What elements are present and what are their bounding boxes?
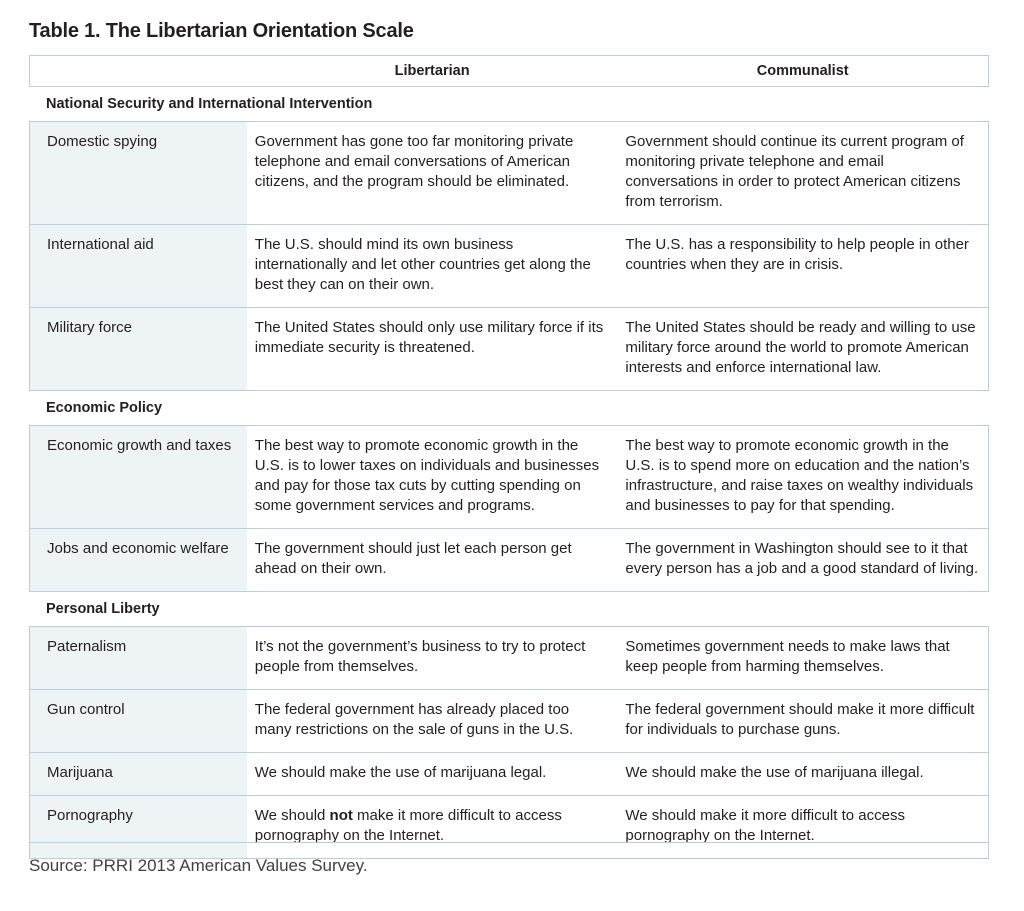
table-row — [30, 795, 988, 858]
section-title: Economic Policy — [46, 400, 163, 416]
table-row — [30, 528, 988, 591]
table-row — [30, 752, 988, 795]
libertarian-cell: It’s not the government’s business to try to protect people from themselves. — [254, 638, 586, 675]
row-label: Military force — [30, 308, 247, 390]
row-label: Marijuana — [30, 753, 247, 795]
libertarian-cell: The government should just let each person get ahead on their own. — [254, 540, 572, 577]
row-label: International aid — [30, 225, 247, 307]
header-communalist: Communalist — [756, 63, 849, 79]
table-row — [30, 224, 988, 307]
communalist-cell: Sometimes government needs to make laws that keep people from harming themselves. — [625, 638, 950, 675]
communalist-cell: We should make the use of marijuana illegal. — [625, 764, 924, 781]
libertarian-cell: Government has gone too far monitoring private telephone and email conversations of American citizens, and the program should be eliminated. — [254, 133, 574, 190]
table-row — [30, 426, 988, 528]
libertarian-cell: The best way to promote economic growth in the U.S. is to lower taxes on individuals and businesses and pay for those tax cuts by cutting spending on some government services and programs. — [254, 437, 600, 514]
communalist-cell: The federal government should make it more difficult for individuals to purchase guns. — [625, 701, 975, 738]
communalist-cell: Government should continue its current program of monitoring private telephone and email conversations in order to protect American citizens from terrorism. — [625, 133, 964, 210]
table-title: Table 1. The Libertarian Orientation Scale — [29, 20, 414, 42]
section-national-security — [29, 121, 989, 391]
communalist-cell: The U.S. has a responsibility to help people in other countries when they are in crisis. — [625, 236, 969, 273]
section-personal-liberty — [29, 626, 989, 859]
table-row — [30, 627, 988, 689]
row-label: Jobs and economic welfare — [30, 529, 247, 591]
libertarian-cell — [247, 796, 618, 858]
text-after: make it more difficult to access pornography on the Internet. — [254, 807, 562, 844]
source-note: Source: PRRI 2013 American Values Survey. — [29, 856, 368, 875]
row-label: Paternalism — [30, 627, 247, 689]
libertarian-cell: The U.S. should mind its own business internationally and let other countries get along the best they can on their own. — [254, 236, 591, 293]
divider — [29, 842, 989, 843]
libertarian-cell: We should make the use of marijuana legal. — [254, 764, 547, 781]
communalist-cell: The United States should be ready and willing to use military force around the world to promote American interests and enforce international law. — [625, 319, 976, 376]
table-row — [30, 122, 988, 224]
section-title: National Security and International Intervention — [46, 96, 373, 112]
row-label: Pornography — [30, 796, 247, 858]
row-label: Domestic spying — [30, 122, 247, 224]
libertarian-cell: The United States should only use military force if its immediate security is threatened. — [254, 319, 604, 356]
communalist-cell: The government in Washington should see to it that every person has a job and a good standard of living. — [625, 540, 979, 577]
table-row — [30, 307, 988, 390]
section-title: Personal Liberty — [46, 601, 160, 617]
row-label: Economic growth and taxes — [30, 426, 247, 528]
libertarian-orientation-table — [29, 55, 989, 859]
section-economic-policy — [29, 425, 989, 592]
row-label: Gun control — [30, 690, 247, 752]
table-header — [29, 55, 989, 87]
communalist-cell: The best way to promote economic growth in the U.S. is to spend more on education and the nation’s infrastructure, and raise taxes on wealthy individuals and businesses to pay for that spending. — [625, 437, 974, 514]
text-before: We should — [254, 807, 330, 824]
communalist-cell: We should make it more difficult to access pornography on the Internet. — [625, 807, 905, 844]
header-libertarian: Libertarian — [394, 63, 470, 79]
table-row — [30, 689, 988, 752]
libertarian-cell: The federal government has already placed too many restrictions on the sale of guns in the U.S. — [254, 701, 574, 738]
emphasis-not: not — [329, 807, 353, 824]
